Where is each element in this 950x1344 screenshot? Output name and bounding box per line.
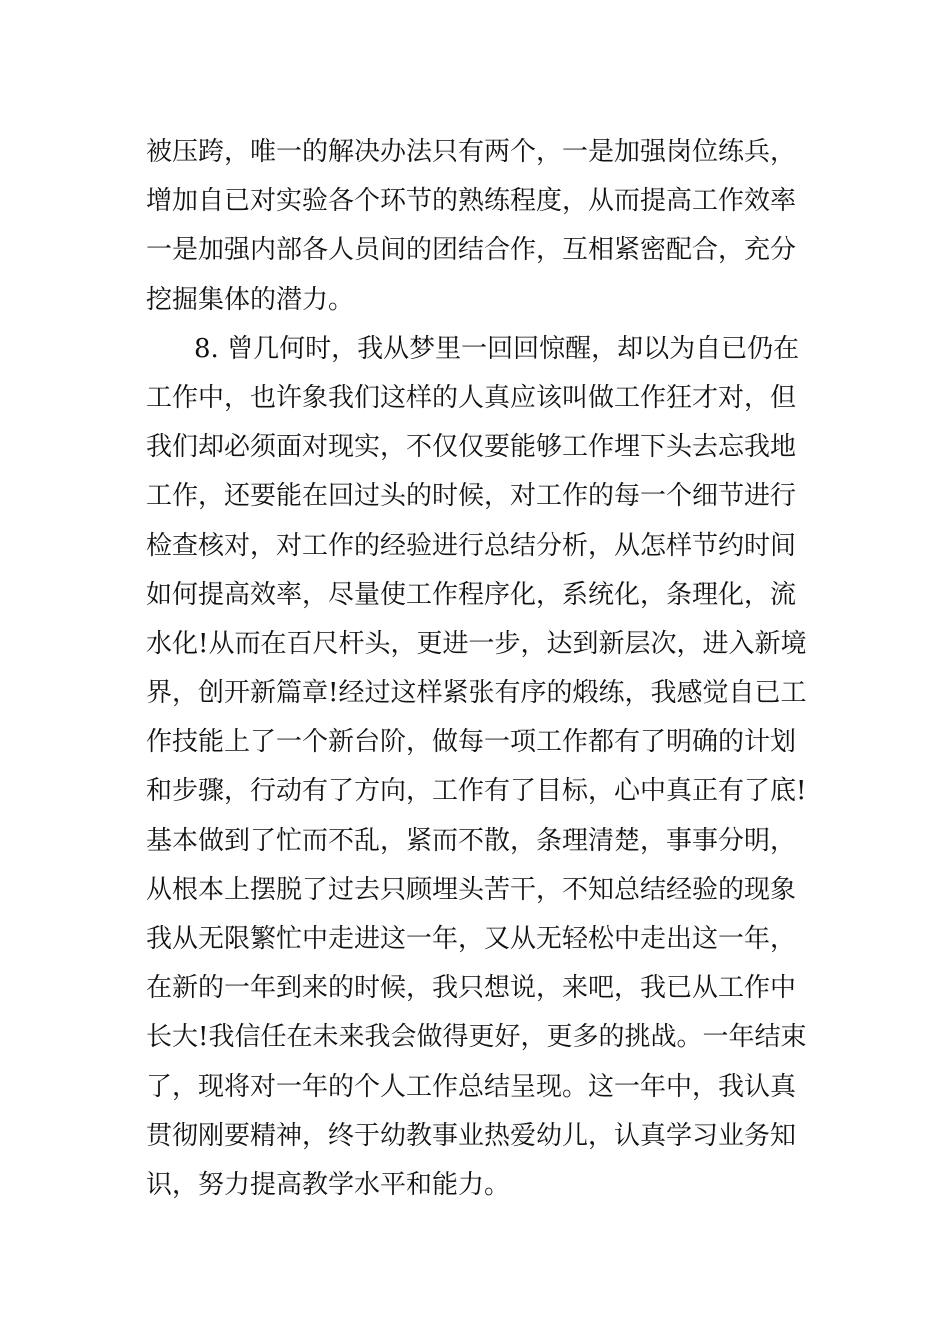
text-line: 长大!我信任在未来我会做得更好，更多的挑战。一年结束 (146, 1022, 806, 1053)
text-line: 被压跨，唯一的解决办法只有两个，一是加强岗位练兵， (146, 137, 797, 167)
text-line: 我从无限繁忙中走进这一年，又从无轻松中走出这一年， (146, 924, 797, 954)
text-line: 和步骤，行动有了方向，工作有了目标，心中真正有了底! (146, 776, 806, 807)
text-line: 界，创开新篇章!经过这样紧张有序的煅练，我感觉自已工 (146, 678, 806, 709)
text-line: 增加自已对实验各个环节的熟练程度，从而提高工作效率 (146, 186, 797, 217)
text-line: 基本做到了忙而不乱，紧而不散，条理清楚，事事分明， (146, 825, 797, 856)
text-line: 水化!从而在百尺杆头，更进一步，达到新层次，进入新境 (146, 628, 806, 659)
text-line: 如何提高效率，尽量使工作程序化，系统化，条理化，流 (146, 579, 797, 610)
text-line: 工作中，也许象我们这样的人真应该叫做工作狂才对，但 (146, 382, 797, 413)
text-line: 在新的一年到来的时候，我只想说，来吧，我已从工作中 (146, 973, 797, 1004)
body-text (146, 128, 806, 1210)
text-line: 了，现将对一年的个人工作总结呈现。这一年中，我认真 (146, 1071, 797, 1102)
text-line: 挖掘集体的潜力。 (146, 284, 355, 315)
text-line: 我们却必须面对现实，不仅仅要能够工作埋下头去忘我地 (146, 432, 797, 463)
text-line: 作技能上了一个新台阶，做每一项工作都有了明确的计划 (146, 727, 797, 758)
paragraph-start-line: 8. 曾几何时，我从梦里一回回惊醒，却以为自已仍在 (194, 333, 800, 364)
text-line: 一是加强内部各人员间的团结合作，互相紧密配合，充分 (146, 235, 797, 266)
text-line: 从根本上摆脱了过去只顾埋头苦干，不知总结经验的现象 (146, 874, 797, 905)
text-line: 工作，还要能在回过头的时候，对工作的每一个细节进行 (146, 481, 797, 512)
text-line: 检查核对，对工作的经验进行总结分析，从怎样节约时间 (146, 530, 797, 561)
text-line: 贯彻刚要精神，终于幼教事业热爱幼儿，认真学习业务知 (146, 1120, 797, 1151)
text-line: 识，努力提高教学水平和能力。 (146, 1169, 511, 1200)
